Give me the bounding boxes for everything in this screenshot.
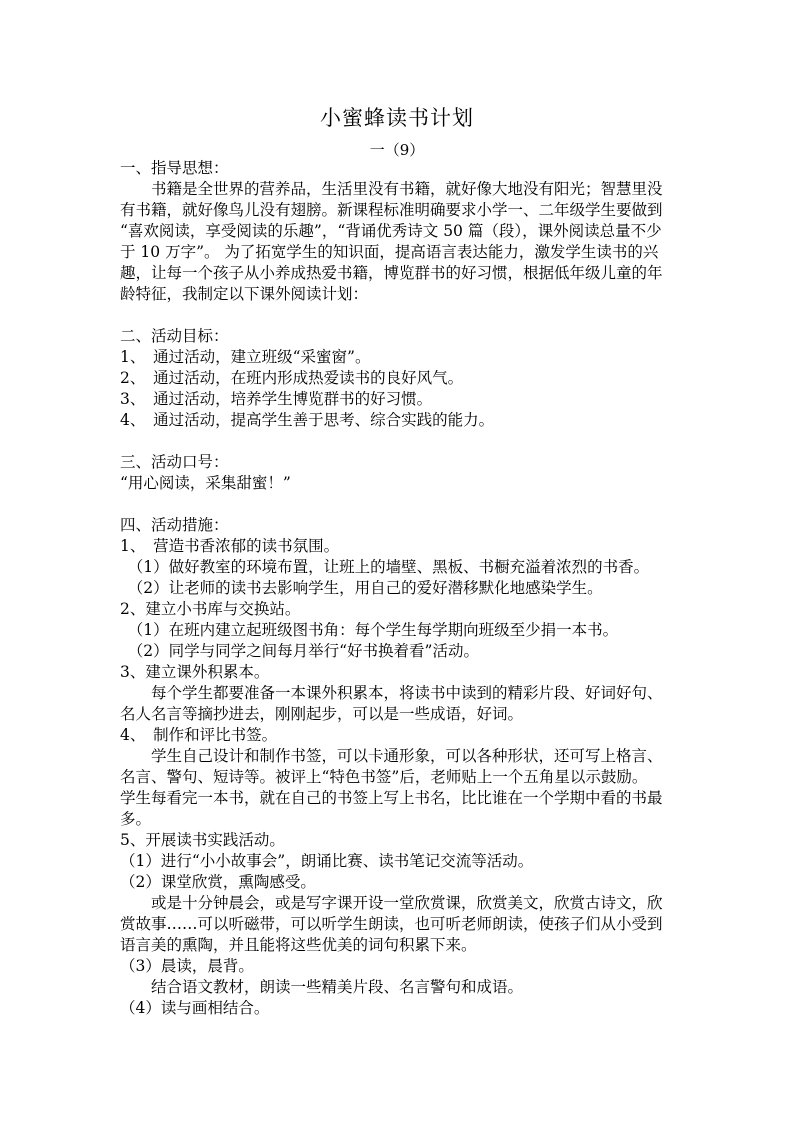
text-line: 一、指导思想： bbox=[120, 159, 229, 177]
text-line: 书籍是全世界的营养品，生活里没有书籍，就好像大地没有阳光；智慧里没 bbox=[120, 180, 663, 198]
text-line: （3）晨读，晨背。 bbox=[120, 957, 254, 975]
text-line: 赏故事……可以听磁带，可以听学生朗读，也可听老师朗读，使孩子们从小受到 bbox=[120, 915, 663, 933]
text-line: 2、 通过活动，在班内形成热爱读书的良好风气。 bbox=[120, 369, 464, 387]
text-line: 5、开展读书实践活动。 bbox=[120, 831, 285, 849]
text-line: 龄特征，我制定以下课外阅读计划： bbox=[120, 285, 369, 303]
text-line: 结合语文教材，朗读一些精美片段、名言警句和成语。 bbox=[120, 978, 524, 996]
text-line: 三、活动口号： bbox=[120, 453, 229, 471]
text-line: 2、建立小书库与交换站。 bbox=[120, 600, 301, 618]
text-line: 或是十分钟晨会，或是写字课开设一堂欣赏课，欣赏美文，欣赏古诗文，欣 bbox=[120, 894, 663, 912]
text-line: 学生每看完一本书，就在自己的书签上写上书名，比比谁在一个学期中看的书最 bbox=[120, 789, 663, 807]
text-line: （1）在班内建立起班级图书角：每个学生每学期向班级至少捐一本书。 bbox=[120, 621, 619, 639]
text-line: 有书籍，就好像鸟儿没有翅膀。新课程标准明确要求小学一、二年级学生要做到 bbox=[120, 201, 663, 219]
text-line: “用心阅读，采集甜蜜！” bbox=[120, 474, 291, 492]
text-line: 每个学生都要准备一本课外积累本，将读书中读到的精彩片段、好词好句、 bbox=[120, 684, 663, 702]
text-line: 3、 通过活动，培养学生博览群书的好习惯。 bbox=[120, 390, 433, 408]
text-line: （4）读与画相结合。 bbox=[120, 999, 270, 1017]
text-line: 名言、警句、短诗等。被评上“特色书签”后，老师贴上一个五角星以示鼓励。 bbox=[120, 768, 648, 786]
page-title: 小蜜蜂读书计划 bbox=[320, 106, 474, 130]
text-line: 于 10 万字”。 为了拓宽学生的知识面，提高语言表达能力，激发学生读书的兴 bbox=[120, 243, 659, 261]
text-line: （2）让老师的读书去影响学生，用自己的爱好潜移默化地感染学生。 bbox=[120, 579, 603, 597]
text-line: 1、 营造书香浓郁的读书氛围。 bbox=[120, 537, 340, 555]
text-line: “喜欢阅读，享受阅读的乐趣”，“背诵优秀诗文 50 篇（段），课外阅读总量不少 bbox=[120, 222, 662, 240]
text-line: 名人名言等摘抄进去，刚刚起步，可以是一些成语，好词。 bbox=[120, 705, 524, 723]
page-subtitle: 一（9） bbox=[369, 141, 425, 159]
text-line: 学生自己设计和制作书签，可以卡通形象，可以各种形状，还可写上格言、 bbox=[120, 747, 663, 765]
text-line: （2）课堂欣赏，熏陶感受。 bbox=[120, 873, 316, 891]
text-line: 4、 制作和评比书签。 bbox=[120, 726, 278, 744]
text-line: 四、活动措施： bbox=[120, 516, 229, 534]
text-line: 二、活动目标： bbox=[120, 327, 229, 345]
text-line: 3、建立课外积累本。 bbox=[120, 663, 270, 681]
text-line: （2）同学与同学之间每月举行“好书换着看”活动。 bbox=[120, 642, 479, 660]
text-line: 多。 bbox=[120, 810, 152, 828]
text-line: 4、 通过活动，提高学生善于思考、综合实践的能力。 bbox=[120, 411, 495, 429]
text-line: 趣，让每一个孩子从小养成热爱书籍，博览群书的好习惯，根据低年级儿童的年 bbox=[120, 264, 663, 282]
text-line: （1）进行“小小故事会”，朗诵比赛、读书笔记交流等活动。 bbox=[120, 852, 534, 870]
text-line: 1、 通过活动，建立班级“采蜜窗”。 bbox=[120, 348, 371, 366]
text-line: 语言美的熏陶，并且能将这些优美的词句积累下来。 bbox=[120, 936, 477, 954]
text-line: （1）做好教室的环境布置，让班上的墙壁、黑板、书橱充溢着浓烈的书香。 bbox=[120, 558, 650, 576]
